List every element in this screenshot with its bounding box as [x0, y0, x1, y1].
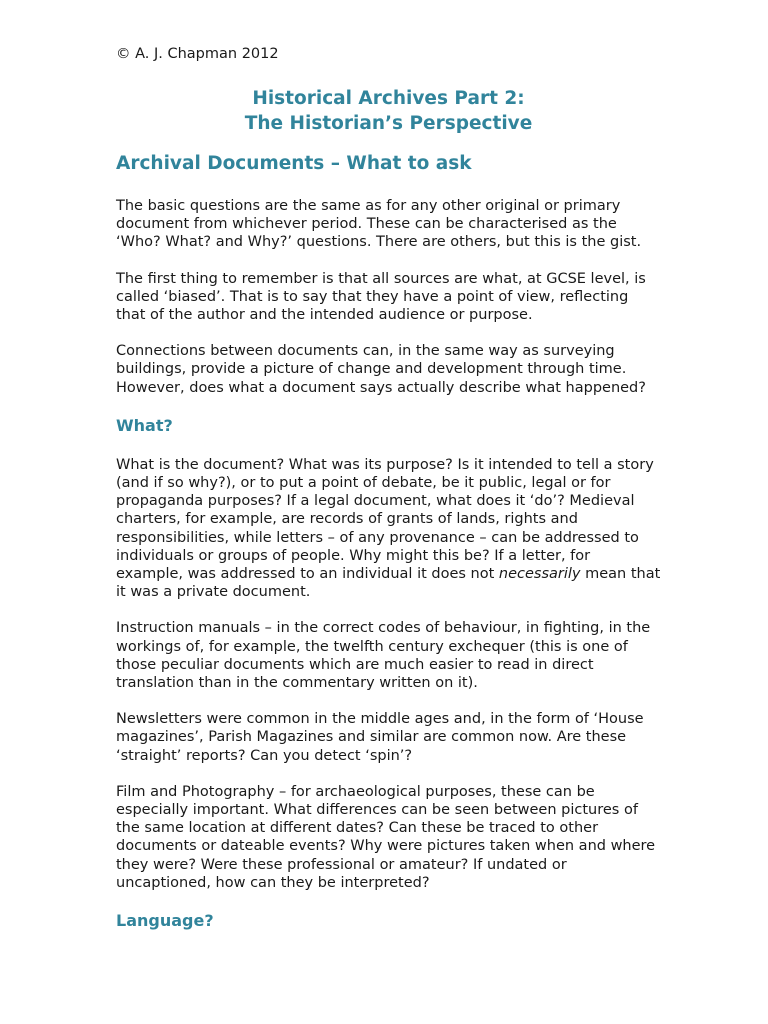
intro-paragraph-1: The basic questions are the same as for any other original or primary document from whichever period. These can be characterised as the ‘Who? What? and Why?’ questions. There are others, but this is the gist. — [116, 198, 642, 251]
title-line-2: The Historian’s Perspective — [244, 113, 533, 134]
document-page — [116, 44, 661, 951]
what-paragraph-1-text-a: What is the document? What was its purpose? Is it intended to tell a story (and if so why?), or to put a point of debate, be it public, legal or for propaganda purposes? If a legal document, what does it ‘do’? Medieval charters, for example, are records of grants of lands, rights and responsibilities, while letters – of any provenance – can be addressed to individuals or groups of people. Why might this be? If a letter, for example, was addressed to an individual it does not — [116, 456, 654, 583]
copyright-notice: © A. J. Chapman 2012 — [116, 46, 279, 62]
what-paragraph-1-text-b: mean that it was a private document. — [116, 566, 661, 601]
what-paragraph-1 — [116, 456, 661, 602]
intro-paragraph-2: The first thing to remember is that all sources are what, at GCSE level, is called ‘biased’. That is to say that they have a point of view, reflecting that of the author and the intended audience or purpose. — [116, 270, 646, 324]
intro-paragraph-3: Connections between documents can, in the same way as surveying buildings, provide a picture of change and development through time. However, does what a document says actually describe what happened? — [116, 343, 646, 396]
title-line-1: Historical Archives Part 2: — [252, 88, 525, 109]
document-title — [116, 86, 661, 136]
section-heading-archival-documents: Archival Documents – What to ask — [116, 153, 472, 174]
section-heading-what: What? — [116, 415, 173, 435]
what-paragraph-1-emphasis: necessarily — [498, 566, 581, 583]
what-paragraph-2: Instruction manuals – in the correct codes of behaviour, in fighting, in the workings of, for example, the twelfth century exchequer (this is one of those peculiar documents which are much easier to read in direct translation than in the commentary written on it). — [116, 620, 651, 692]
section-heading-language: Language? — [116, 911, 214, 931]
what-paragraph-4: Film and Photography – for archaeological purposes, these can be especially important. What differences can be seen between pictures of the same location at different dates? Can these be traced to other documents or dateable events? Why were pictures taken when and where they were? Were these professional or amateur? If undated or uncaptioned, how can they be interpreted? — [116, 783, 656, 891]
what-paragraph-3: Newsletters were common in the middle ages and, in the form of ‘House magazines’, Parish Magazines and similar are common now. Are these ‘straight’ reports? Can you detect ‘spin’? — [116, 711, 644, 764]
